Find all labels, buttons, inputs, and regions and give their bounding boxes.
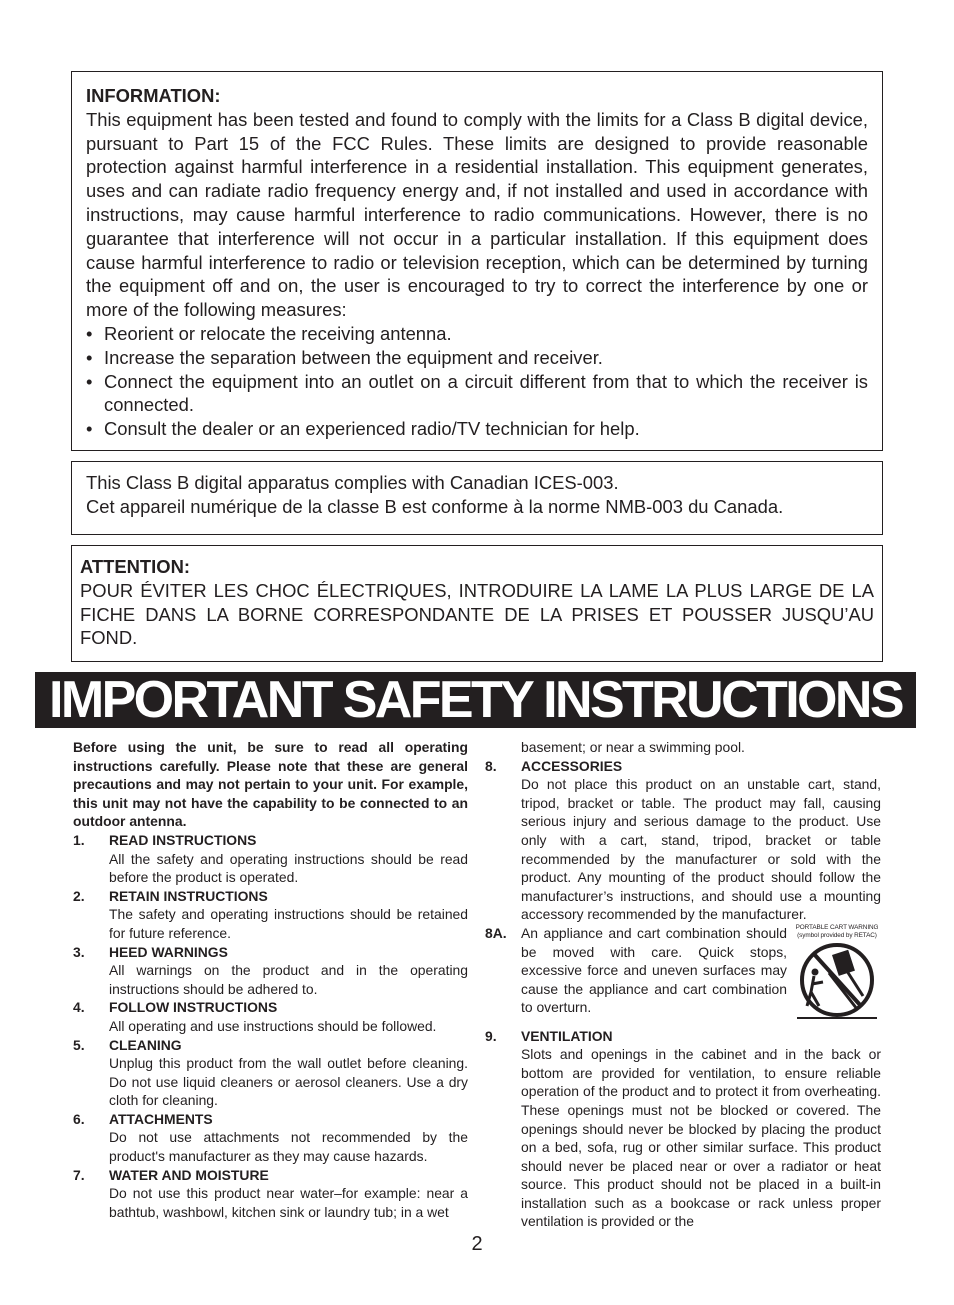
item-number: 1. — [73, 831, 85, 848]
attention-heading: ATTENTION: — [80, 556, 190, 577]
item-text: All the safety and operating instructions should be read before the product is operated. — [109, 850, 468, 886]
item-title: WATER AND MOISTURE — [109, 1166, 269, 1183]
bullet-item — [86, 417, 868, 441]
item-number: 2. — [73, 887, 85, 904]
left-column — [73, 738, 468, 1221]
item-title: HEED WARNINGS — [109, 943, 228, 960]
bullet-text: Increase the separation between the equipment and receiver. — [104, 346, 603, 368]
instruction-item — [73, 1166, 468, 1222]
bullet-symbol: • — [86, 346, 93, 368]
cart-warning-figure — [793, 924, 881, 1027]
item-title: VENTILATION — [521, 1027, 613, 1044]
item-number: 5. — [73, 1036, 85, 1053]
attention-body: POUR ÉVITER LES CHOC ÉLECTRIQUES, INTRODUIRE LA LAME LA PLUS LARGE DE LA FICHE DANS LA BORNE CORRESPONDANTE DE LA PRISES ET POUSSER JUSQU’AU FOND. — [80, 579, 874, 649]
item-number: 8A. — [485, 924, 507, 941]
item-text: Do not use this product near water–for example: near a bathtub, washbowl, kitchen sink or laundry tub; in a wet — [109, 1185, 468, 1220]
bullet-item — [86, 370, 868, 418]
item-number: 7. — [73, 1166, 85, 1183]
bullet-text: Connect the equipment into an outlet on a circuit different from that to which the receiver is connected. — [104, 370, 868, 416]
instruction-item — [73, 943, 468, 999]
item-text: The safety and operating instructions should be retained for future reference. — [109, 906, 468, 941]
instruction-item — [73, 831, 468, 887]
item-title: ACCESSORIES — [521, 757, 623, 774]
item-title: CLEANING — [109, 1036, 182, 1053]
instruction-item — [73, 1110, 468, 1166]
item-text: All warnings on the product and in the operating instructions should be adhered to. — [109, 962, 468, 997]
instruction-item — [73, 1036, 468, 1110]
bullet-text: Reorient or relocate the receiving antenna. — [104, 322, 452, 344]
attention-box — [71, 545, 883, 662]
instruction-item — [485, 757, 881, 924]
item-title: FOLLOW INSTRUCTIONS — [109, 999, 278, 1016]
instruction-item — [485, 1027, 881, 1232]
right-column — [485, 738, 881, 1231]
instruction-item-8a — [485, 924, 881, 1027]
item-number: 4. — [73, 999, 85, 1016]
item-text: All operating and use instructions should be followed. — [109, 1017, 437, 1034]
item-text: An appliance and cart combination should be moved with care. Quick stops, excessive force and uneven surfaces may cause the appliance and cart combination to overturn. — [521, 924, 787, 1016]
bullet-item — [86, 346, 868, 370]
portable-cart-warning-icon — [795, 940, 879, 1022]
canada-french-line: Cet appareil numérique de la classe B est conforme à la norme NMB-003 du Canada. — [86, 495, 784, 517]
item-number: 3. — [73, 943, 85, 960]
information-body: This equipment has been tested and found to comply with the limits for a Class B digital device, pursuant to Part 15 of the FCC Rules. These limits are designed to provide reasonable protection against harmful interference in a residential installation. This equipment generates, uses and can radiate radio frequency energy and, if not installed and used in accordance with instructions, may cause harmful interference to radio communications. However, there is no guarantee that interference will not occur in a particular installation. If this equipment does cause harmful interference to radio or television reception, which can be determined by turning the equipment off and on, the user is encouraged to try to correct the interference by one or more of the following measures: — [86, 108, 868, 321]
fcc-information-box — [71, 71, 883, 451]
bullet-symbol: • — [86, 370, 93, 392]
cart-warning-label: PORTABLE CART WARNING — [795, 923, 879, 931]
intro-paragraph: Before using the unit, be sure to read all operating instructions carefully. Please note that these are general precautions and may not pertain to your unit. For example, this unit may not have the capability to be connected to an outdoor antenna. — [73, 739, 468, 830]
item-number: 8. — [485, 757, 497, 774]
bullet-symbol: • — [86, 418, 93, 440]
safety-instructions-banner: IMPORTANT SAFETY INSTRUCTIONS — [35, 672, 916, 728]
bullet-item — [86, 322, 868, 346]
item-text: Do not place this product on an unstable cart, stand, tripod, bracket or table. The product may fall, causing serious injury and serious damage to the product. Use only with a cart, stand, tripod, bracket or table recommended by the manufacturer or sold with the product. Any mounting of the product should follow the manufacturer’s instructions, and should use a mounting accessory recommended by the manufacturer. — [521, 776, 881, 923]
item-number: 6. — [73, 1110, 85, 1127]
item-text: Slots and openings in the cabinet and in the back or bottom are provided for ventilation, to ensure reliable operation of the product and to protect it from overheating. These openings must not be blocked or covered. The openings should never be blocked by placing the product on a bed, sofa, rug or other similar surface. This product should never be placed near or over a radiator or heat source. This product should not be placed in a built-in installation such as a bookcase or rack unless proper ventilation is provided or the — [521, 1046, 881, 1230]
information-heading: INFORMATION: — [86, 85, 221, 106]
bullet-text: Consult the dealer or an experienced radio/TV technician for help. — [104, 418, 640, 440]
item-title: READ INSTRUCTIONS — [109, 831, 257, 848]
item-7-continuation: basement; or near a swimming pool. — [521, 739, 745, 755]
instruction-item — [73, 887, 468, 943]
bullet-symbol: • — [86, 322, 93, 344]
cart-warning-sublabel: (symbol provided by RETAC) — [797, 931, 877, 939]
page-number: 2 — [471, 1233, 483, 1255]
item-title: RETAIN INSTRUCTIONS — [109, 887, 268, 904]
canada-compliance-box — [71, 461, 883, 535]
item-number: 9. — [485, 1027, 497, 1044]
canada-english-line: This Class B digital apparatus complies with Canadian ICES-003. — [86, 472, 619, 493]
item-text: Unplug this product from the wall outlet before cleaning. Do not use liquid cleaners or aerosol cleaners. Use a dry cloth for cleaning. — [109, 1055, 468, 1109]
item-title: ATTACHMENTS — [109, 1110, 213, 1127]
item-text: Do not use attachments not recommended by the product's manufacturer as they may cause hazards. — [109, 1129, 468, 1165]
instruction-item — [73, 998, 468, 1035]
